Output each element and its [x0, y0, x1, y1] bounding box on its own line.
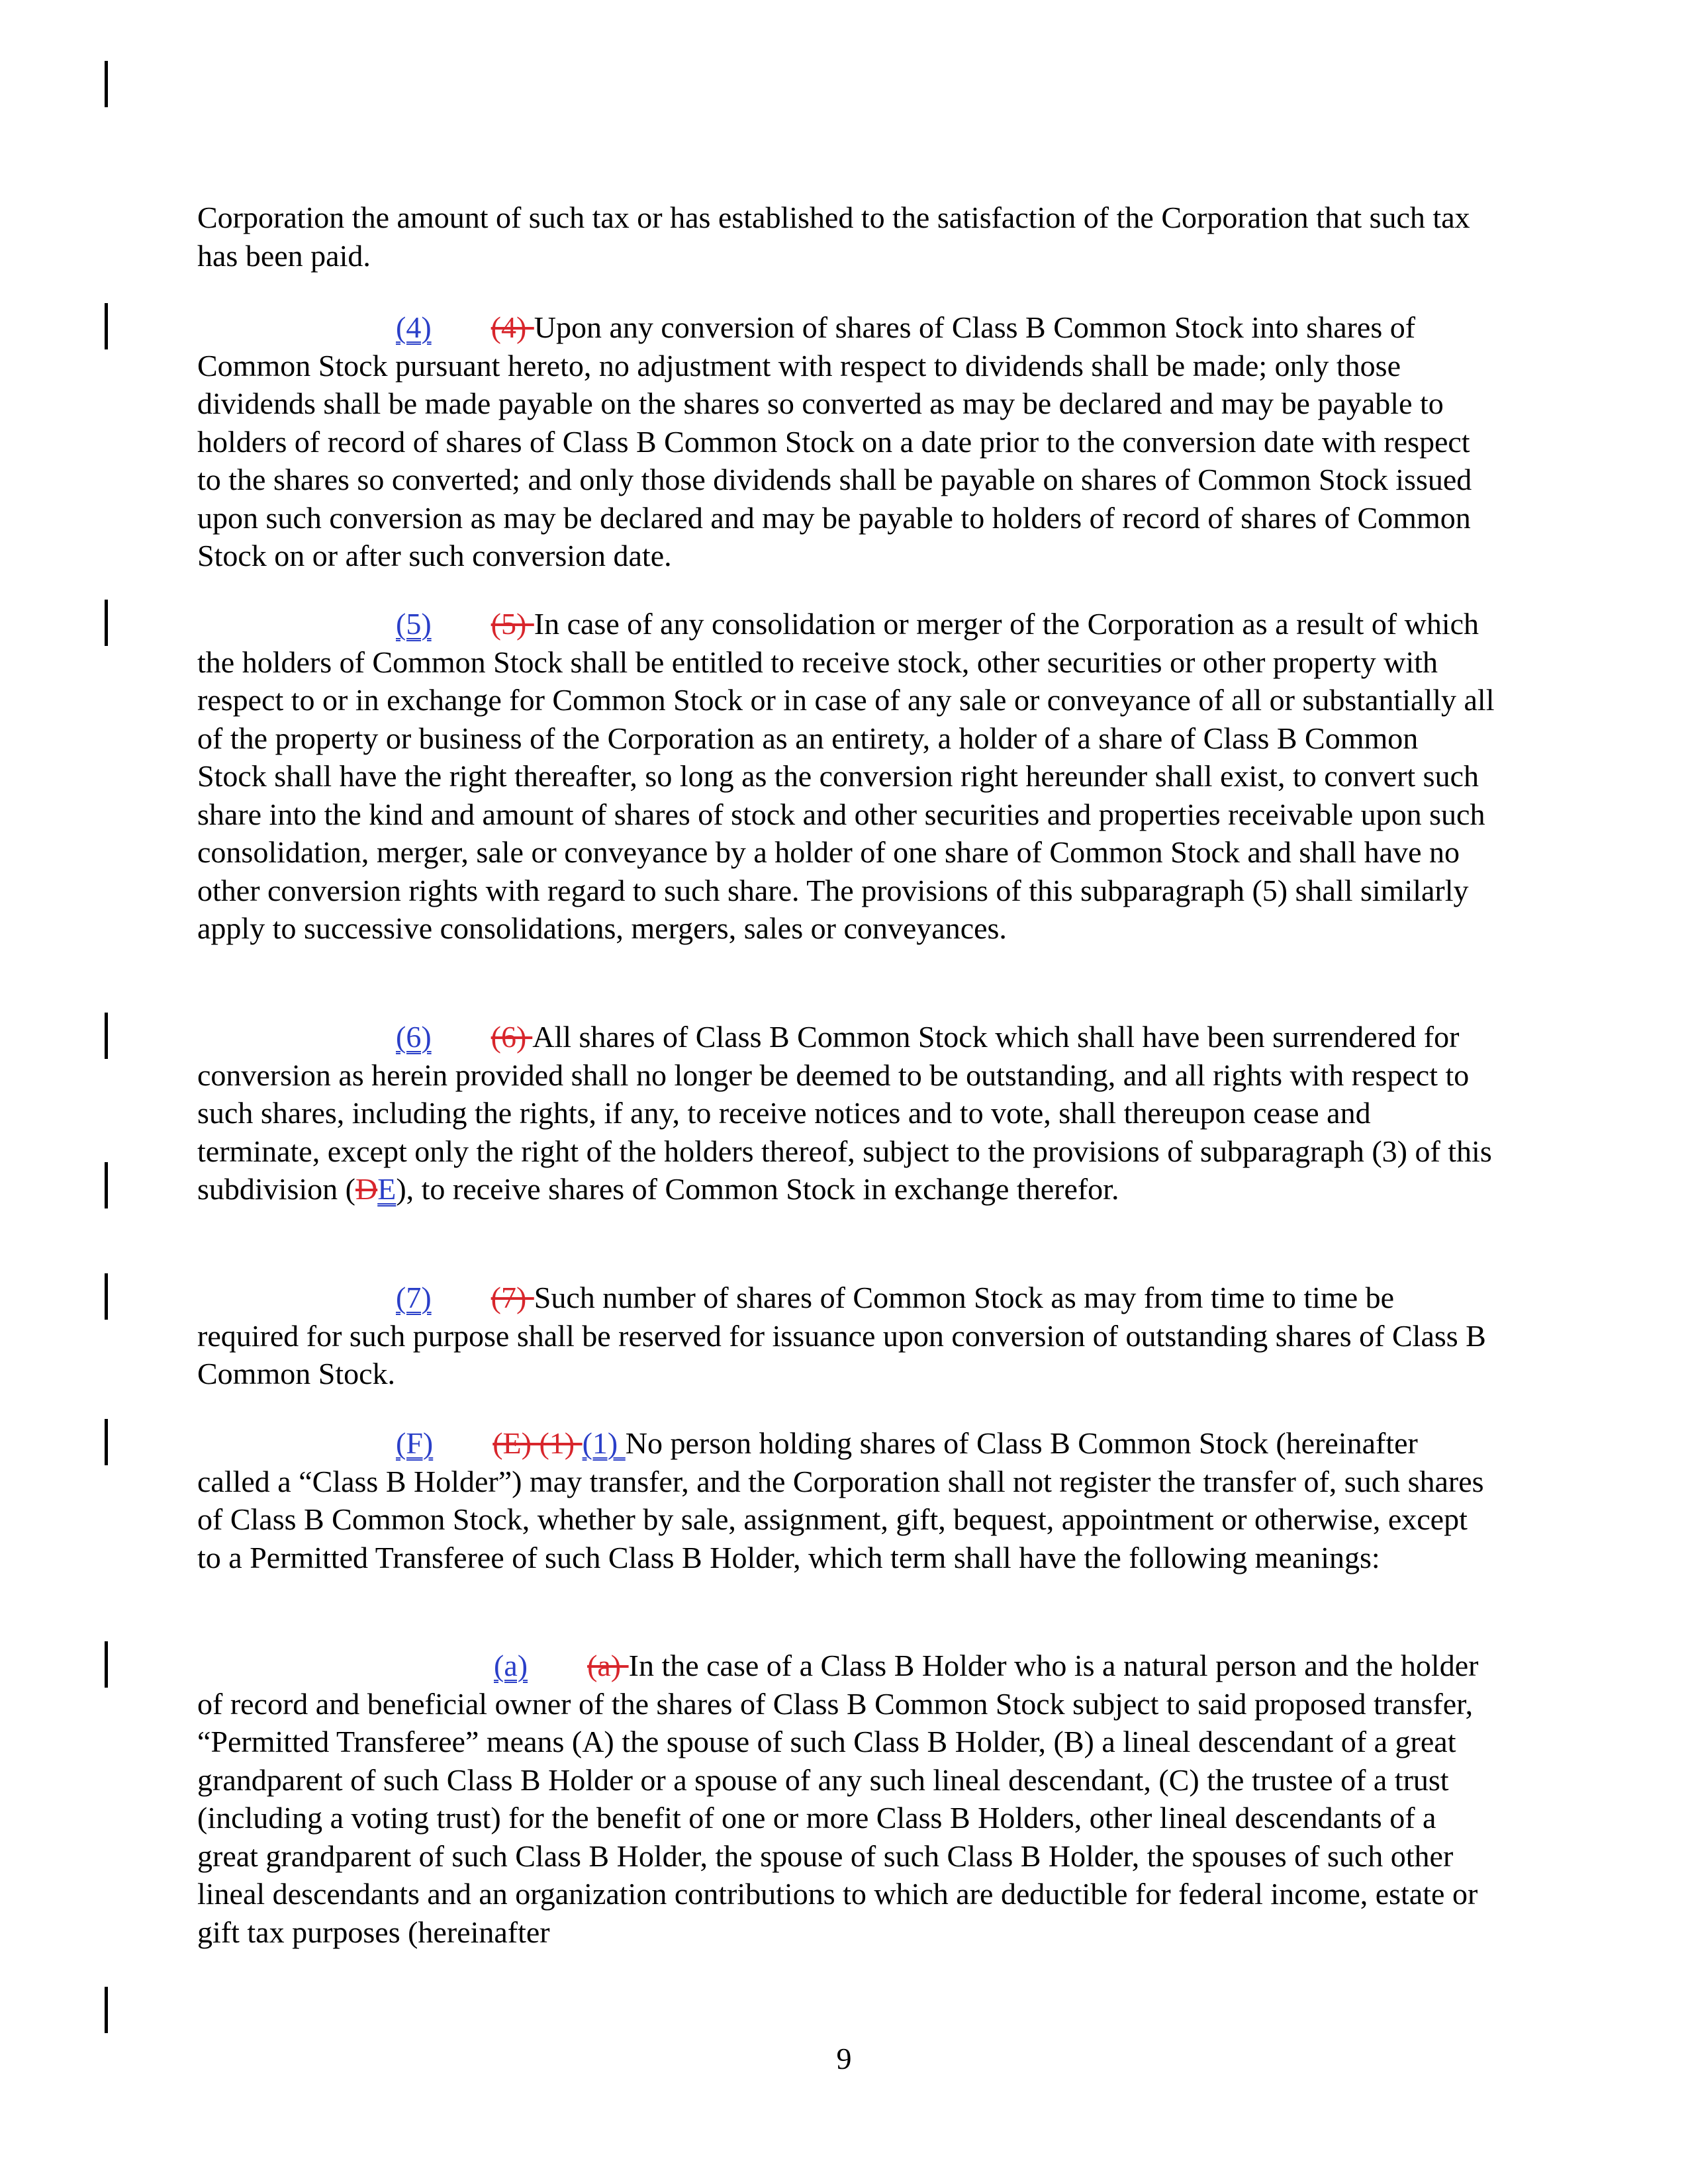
paragraph-F	[197, 1424, 1495, 1576]
inserted-number: (F)	[396, 1426, 434, 1460]
deleted-letter: D	[355, 1172, 378, 1206]
paragraph-text: Such number of shares of Common Stock as may from time to time be required for such purpose shall be reserved for issuance upon conversion of outstanding shares of Class B Common Stock.	[197, 1281, 1486, 1390]
paragraph-4	[197, 308, 1495, 575]
deleted-number: (a)	[587, 1649, 629, 1682]
change-bar	[105, 1641, 108, 1688]
page-number: 9	[836, 2042, 852, 2075]
inserted-number: (4)	[396, 310, 432, 344]
change-bar	[105, 1273, 108, 1320]
inserted-number: (7)	[396, 1281, 432, 1314]
change-bar	[105, 61, 108, 107]
paragraph-text: Corporation the amount of such tax or has established to the satisfaction of the Corporation that such tax has been paid.	[197, 201, 1470, 273]
deleted-number: (4)	[491, 310, 534, 344]
paragraph-7	[197, 1279, 1495, 1393]
inserted-letter: E	[377, 1172, 397, 1206]
change-bar	[105, 1162, 108, 1208]
deleted-number: (6)	[491, 1020, 533, 1054]
deleted-number: (7)	[491, 1281, 534, 1314]
change-bar	[105, 1013, 108, 1059]
paragraph-text: In the case of a Class B Holder who is a natural person and the holder of record and beneficial owner of the shares of Class B Common Stock subject to said proposed transfer, “Permitted Transferee” means (A) the spouse of such Class B Holder, (B) a lineal descendant of a great grandparent of such Class B Holder or a spouse of any such lineal descendant, (C) the trustee of a trust (including a voting trust) for the benefit of one or more Class B Holders, other lineal descendants of a great grandparent of such Class B Holder, the spouse of such Class B Holder, the spouses of such other lineal descendants and an organization contributions to which are deductible for federal income, estate or gift tax purposes (hereinafter	[197, 1649, 1479, 1949]
change-bar	[105, 600, 108, 646]
paragraph-text: No person holding shares of Class B Common Stock (hereinafter called a “Class B Holder”) may transfer, and the Corporation shall not register the transfer of, such shares of Class B Common Stock, whether by sale, assignment, gift, bequest, appointment or otherwise, except to a Permitted Transferee of such Class B Holder, which term shall have the following meanings:	[197, 1426, 1484, 1574]
paragraph-text: In case of any consolidation or merger of the Corporation as a result of which the holders of Common Stock shall be entitled to receive stock, other securities or other property with respect to or in exchange for Common Stock or in case of any sale or conveyance of all or substantially all of the property or business of the Corporation as an entirety, a holder of a share of Class B Common Stock shall have the right thereafter, so long as the conversion right hereunder shall exist, to convert such share into the kind and amount of shares of stock and other securities and properties receivable upon such consolidation, merger, sale or conveyance by a holder of one share of Common Stock and shall have no other conversion rights with regard to such share. The provisions of this subparagraph (5) shall similarly apply to successive consolidations, mergers, sales or conveyances.	[197, 607, 1495, 945]
paragraph-text: Upon any conversion of shares of Class B Common Stock into shares of Common Stock pursuant hereto, no adjustment with respect to dividends shall be made; only those dividends shall be made payable on the shares so converted as may be declared and may be payable to holders of record of shares of Class B Common Stock on a date prior to the conversion date with respect to the shares so converted; and only those dividends shall be payable on shares of Common Stock issued upon such conversion as may be declared and may be payable to holders of record of shares of Common Stock on or after such conversion date.	[197, 310, 1472, 572]
deleted-number: (5)	[491, 607, 534, 641]
paragraph-continuation	[197, 199, 1495, 275]
inserted-number: (a)	[494, 1649, 528, 1682]
paragraph-text: ), to receive shares of Common Stock in exchange therefor.	[396, 1172, 1119, 1206]
paragraph-a	[197, 1647, 1495, 1951]
deleted-number: (E) (1)	[492, 1426, 583, 1460]
change-bar	[105, 1987, 108, 2033]
change-bar	[105, 1419, 108, 1465]
paragraph-5	[197, 605, 1495, 948]
paragraph-6	[197, 1018, 1495, 1208]
paragraph-text: All shares of Class B Common Stock which shall have been surrendered for conversion as herein provided shall no longer be deemed to be outstanding, and all rights with respect to such shares, including the rights, if any, to receive notices and to vote, shall thereupon cease and terminate, except only the right of the holders thereof, subject to the provisions of subparagraph (3) of this subdivision (	[197, 1020, 1492, 1206]
inserted-number: (6)	[396, 1020, 432, 1054]
inserted-number: (5)	[396, 607, 432, 641]
inserted-number: (1)	[582, 1426, 626, 1460]
change-bar	[105, 303, 108, 349]
